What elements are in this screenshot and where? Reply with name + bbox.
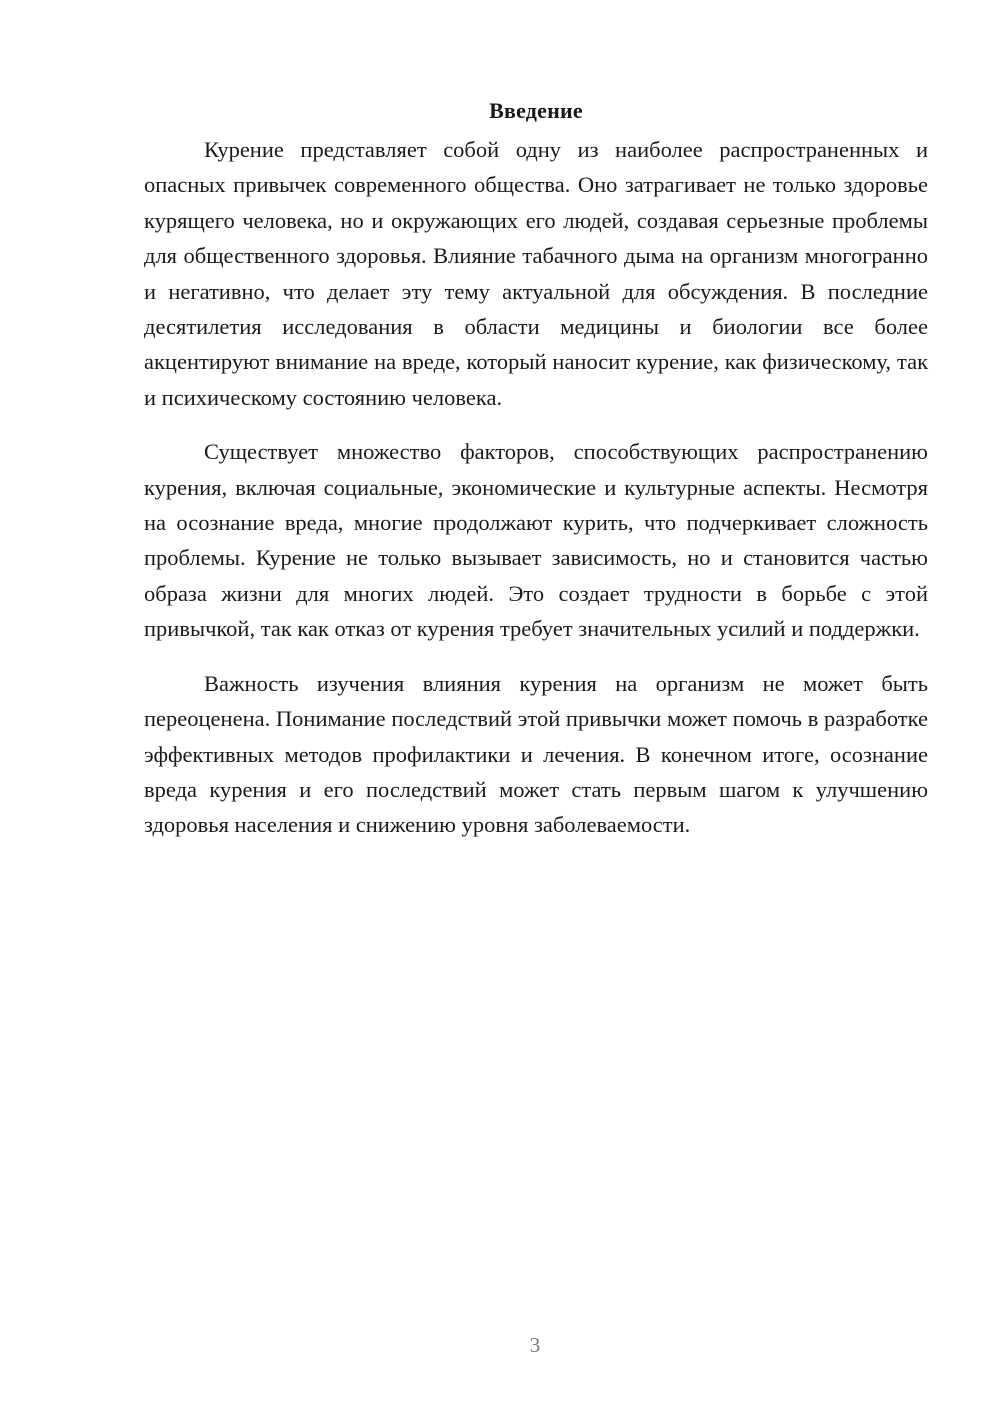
paragraph-1: Курение представляет собой одну из наиболее распространенных и опасных привычек современного общества. Оно затрагивает не только здоровье курящего человека, но и окружающих его людей, создавая серьезные проблемы для общественного здоровья. Влияние табачного дыма на организм многогранно и негативно, что делает эту тему актуальной для обсуждения. В последние десятилетия исследования в области медицины и биологии все более акцентируют внимание на вреде, который наносит курение, как физическому, так и психическому состоянию человека.	[144, 137, 928, 410]
page-title: Введение	[489, 98, 583, 123]
page-number: 3	[529, 1333, 541, 1357]
page-body	[144, 96, 928, 862]
paragraph-2: Существует множество факторов, способствующих распространению курения, включая социальные, экономические и культурные аспекты. Несмотря на осознание вреда, многие продолжают курить, что подчеркивает сложность проблемы. Курение не только вызывает зависимость, но и становится частью образа жизни для многих людей. Это создает трудности в борьбе с этой привычкой, так как отказ от курения требует значительных усилий и поддержки.	[144, 439, 928, 642]
paragraph-3: Важность изучения влияния курения на организм не может быть переоценена. Понимание последствий этой привычки может помочь в разработке эффективных методов профилактики и лечения. В конечном итоге, осознание вреда курения и его последствий может стать первым шагом к улучшению здоровья населения и снижению уровня заболеваемости.	[144, 670, 928, 838]
